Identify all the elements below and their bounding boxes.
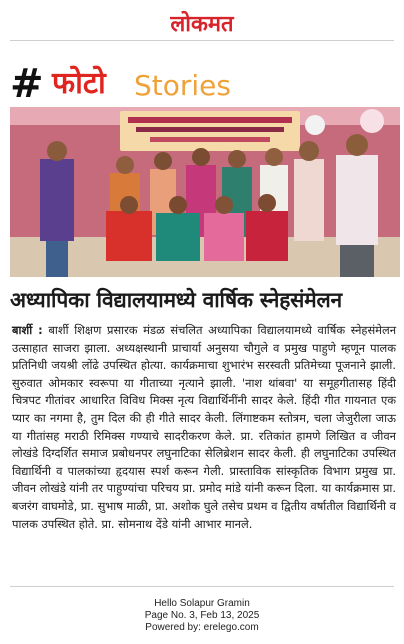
- event-group-photo: [10, 107, 400, 277]
- bottom-divider: [10, 586, 394, 587]
- lokmat-logo: लोकमत: [170, 11, 234, 37]
- footer-page-date: [0, 610, 404, 622]
- footer-powered-by: Powered by: erelego.com: [145, 622, 259, 633]
- stories-label: Stories: [134, 69, 231, 102]
- page-footer: [0, 598, 404, 634]
- footer-edition: Hello Solapur Gramin: [154, 598, 250, 609]
- group-photo-illustration: [10, 107, 400, 277]
- article-text: बार्शी शिक्षण प्रसारक मंडळ संचलित अध्यापिका विद्यालयामध्ये वार्षिक स्नेहसंमेलन उत्साहात साजरा झाला. अध्यक्षस्थानी प्राचार्या अनुसया चौगुले व प्रमुख पाहुणे म्हणून पालक प्रतिनिधी जयश्री लोंढे उपस्थित होत्या. कार्यक्रमाचा शुभारंभ सरस्वती प्रतिमेच्या पूजनाने झाली. सुरुवात ओमकार स्वरूपा या गीताच्या नृत्याने झाली. 'नाश थांबवा' या समूहगीतासह हिंदी चित्रपट गीतांवर आधारित विविध मिक्स नृत्य विद्यार्थिनींनी सादर केले. हिंदी गीत गायनात एक प्यार का नगमा है, तुम दिल की ही गीते सादर केली. लिंगाष्टकम स्तोत्रम, चला जेजुरीला जाऊ या गीतांसह मराठी रिमिक्स गण्याचे सादरीकरण केले. प्रा. रतिकांत हामणे लिखित व जीवन लोखंडे दिग्दर्शित समाज प्रबोधनपर लघुनाटिका सेलिब्रेशन सादर केली. ही लघुनाटिका उपस्थित विद्यार्थिनी व पालकांच्या हृदयास स्पर्श करून गेली. प्रास्ताविक सांस्कृतिक विभाग प्रमुख प्रा. जीवन लोखंडे यांनी तर पाहुण्यांचा परिचय प्रा. प्रमोद मांडे यांनी करून दिला. या कार्यक्रमास प्रा. बजरंग वाघमोडे, प्रा. सुभाष माळी, प्रा. अशोक घुले तसेच प्रथम व द्वितीय वर्षातील विद्यार्थिनी व पालक उपस्थित होते. प्रा. सोमनाथ देंडे यांनी आभार मानले.: [12, 323, 397, 531]
- top-divider: [10, 40, 394, 41]
- footer-page: Page No. 3: [144, 610, 195, 621]
- foto-stories-banner: [10, 62, 310, 106]
- foto-label: फोटो: [52, 66, 106, 101]
- article-headline: अध्यापिका विद्यालयामध्ये वार्षिक स्नेहसंमेलन: [10, 288, 342, 312]
- hash-icon: #: [10, 61, 44, 107]
- article-body: [12, 322, 396, 533]
- footer-separator: ,: [194, 610, 201, 621]
- masthead: [0, 0, 404, 42]
- footer-date: Feb 13, 2025: [200, 610, 260, 621]
- article-dateline: बार्शी :: [12, 323, 43, 337]
